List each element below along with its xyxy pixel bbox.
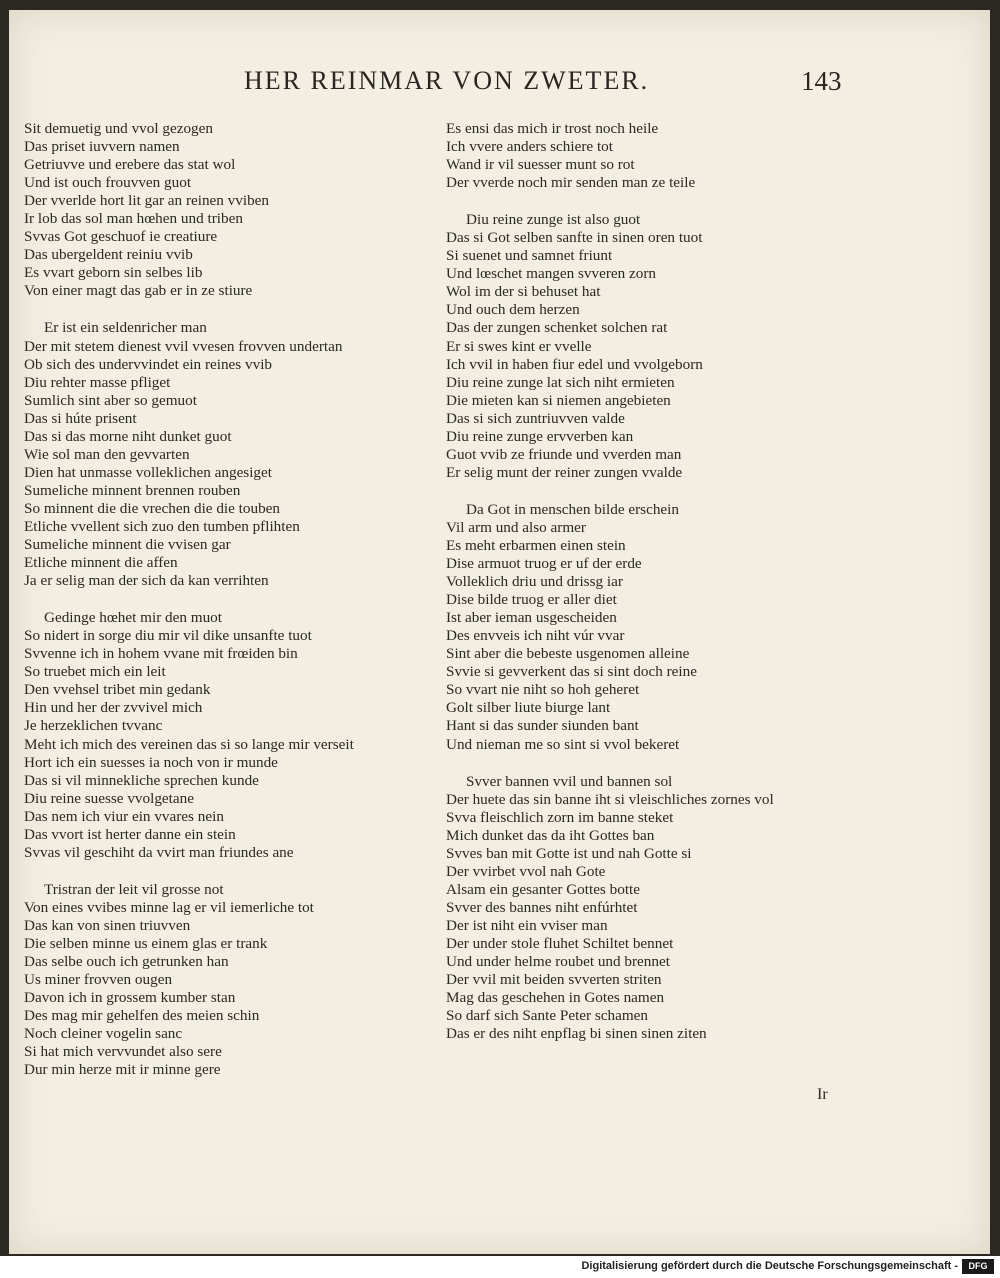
stanza <box>446 120 846 192</box>
verse-line: Hin und her der zvvivel mich <box>24 699 203 717</box>
verse-line: So vvart nie niht so hoh geheret <box>446 681 640 699</box>
verse-line: Wol im der si behuset hat <box>446 283 601 301</box>
verse-line: Diu reine zunge lat sich niht ermieten <box>446 373 675 391</box>
verse-line: Svves ban mit Gotte ist und nah Gotte si <box>446 844 692 862</box>
verse-line: Von eines vvibes minne lag er vil iemerliche tot <box>24 898 314 916</box>
verse-line: Je herzeklichen tvvanc <box>24 717 163 735</box>
verse-line: Alsam ein gesanter Gottes botte <box>446 880 641 898</box>
verse-line: Sumeliche minnent die vvisen gar <box>24 536 231 554</box>
verse-line: Dise armuot truog er uf der erde <box>446 555 642 573</box>
verse-line: Der mit stetem dienest vvil vvesen frovven undertan <box>24 337 343 355</box>
verse-line: Volleklich driu und drissg iar <box>446 573 623 591</box>
verse-line: Der vverlde hort lit gar an reinen vviben <box>24 192 270 210</box>
left-column <box>24 120 444 1098</box>
verse-line: Svva fleischlich zorn im banne steket <box>446 808 674 826</box>
stanza <box>446 501 846 754</box>
stanza <box>24 120 444 300</box>
verse-line: Meht ich mich des vereinen das si so lange mir verseit <box>24 735 354 753</box>
verse-line: Das si húte prisent <box>24 409 137 427</box>
verse-line: Er selig munt der reiner zungen vvalde <box>446 463 683 481</box>
verse-line: Der vvil mit beiden svverten striten <box>446 971 662 989</box>
stanza <box>24 609 444 862</box>
verse-line: Er ist ein seldenricher man <box>44 319 207 337</box>
verse-line: Golt silber liute biurge lant <box>446 699 611 717</box>
verse-line: Ja er selig man der sich da kan verrihten <box>24 572 269 590</box>
verse-line: Und nieman me so sint si vvol bekeret <box>446 735 680 753</box>
verse-line: Vil arm und also armer <box>446 518 586 536</box>
verse-line: Dise bilde truog er aller diet <box>446 591 617 609</box>
stanza <box>24 881 444 1080</box>
stanza <box>446 211 846 482</box>
verse-line: Sit demuetig und vvol gezogen <box>24 120 213 137</box>
verse-line: Ich vvil in haben fiur edel und vvolgeborn <box>446 355 703 373</box>
verse-line: Der ist niht ein vviser man <box>446 916 608 934</box>
verse-line: Ist aber ieman usgescheiden <box>446 609 617 627</box>
verse-line: Gedinge hœhet mir den muot <box>44 609 222 627</box>
page-number: 143 <box>801 66 842 96</box>
verse-line: Des mag mir gehelfen des meien schin <box>24 1007 260 1025</box>
verse-line: Svvenne ich in hohem vvane mit frœiden bin <box>24 645 298 663</box>
verse-line: Dien hat unmasse volleklichen angesiget <box>24 463 272 481</box>
verse-line: Und ouch dem herzen <box>446 301 580 319</box>
verse-line: Das selbe ouch ich getrunken han <box>24 953 229 971</box>
running-title: HER REINMAR VON ZWETER. <box>244 66 650 95</box>
verse-line: Des envveis ich niht vúr vvar <box>446 627 625 645</box>
verse-line: Das si sich zuntriuvven valde <box>446 409 625 427</box>
verse-line: Der vverde noch mir senden man ze teile <box>446 174 696 192</box>
footer-bar <box>0 1256 1000 1278</box>
verse-line: Hort ich ein suesses ia noch von ir munde <box>24 753 278 771</box>
dfg-logo: DFG <box>962 1259 994 1274</box>
verse-line: Sumlich sint aber so gemuot <box>24 391 197 409</box>
funding-note: Digitalisierung gefördert durch die Deutsche Forschungsgemeinschaft - <box>581 1260 958 1272</box>
verse-line: Das si Got selben sanfte in sinen oren tuot <box>446 229 703 247</box>
verse-line: Sint aber die bebeste usgenomen alleine <box>446 645 690 663</box>
verse-line: Guot vvib ze friunde und vverden man <box>446 445 682 463</box>
book-page <box>9 10 990 1254</box>
verse-line: Etliche vvellent sich zuo den tumben pflihten <box>24 517 300 535</box>
verse-line: Das si das morne niht dunket guot <box>24 427 232 445</box>
stanza <box>446 773 846 1044</box>
verse-line: Es vvart geborn sin selbes lib <box>24 264 203 282</box>
verse-line: Ir lob das sol man hœhen und triben <box>24 210 243 228</box>
verse-line: Das der zungen schenket solchen rat <box>446 319 668 337</box>
verse-line: Die mieten kan si niemen angebieten <box>446 391 671 409</box>
verse-line: So truebet mich ein leit <box>24 663 166 681</box>
verse-line: Da Got in menschen bilde erschein <box>466 500 679 518</box>
verse-line: Mich dunket das da iht Gottes ban <box>446 826 655 844</box>
verse-line: Der huete das sin banne iht si vleischliches zornes vol <box>446 790 774 808</box>
verse-line: Und ist ouch frouvven guot <box>24 174 192 192</box>
verse-line: Etliche minnent die affen <box>24 554 178 572</box>
verse-line: Der vvirbet vvol nah Gote <box>446 862 606 880</box>
verse-line: Svvas Got geschuof ie creatiure <box>24 228 218 246</box>
verse-line: Dur min herze mit ir minne gere <box>24 1061 221 1079</box>
verse-line: Svvas vil geschiht da vvirt man friundes ane <box>24 843 294 861</box>
verse-line: Diu reine zunge ist also guot <box>466 211 641 229</box>
verse-line: Diu reine suesse vvolgetane <box>24 789 194 807</box>
verse-line: Und under helme roubet und brennet <box>446 953 670 971</box>
verse-line: Si suenet und samnet friunt <box>446 247 613 265</box>
verse-line: Davon ich in grossem kumber stan <box>24 989 236 1007</box>
verse-line: Das vvort ist herter danne ein stein <box>24 825 236 843</box>
verse-line: Ob sich des undervvindet ein reines vvib <box>24 355 273 373</box>
verse-line: Von einer magt das gab er in ze stiure <box>24 282 253 300</box>
verse-line: Ich vvere anders schiere tot <box>446 138 613 156</box>
verse-line: Diu rehter masse pfliget <box>24 373 171 391</box>
verse-line: Das er des niht enpflag bi sinen sinen ziten <box>446 1025 707 1043</box>
stanza <box>24 319 444 590</box>
verse-line: Wand ir vil suesser munt so rot <box>446 156 635 174</box>
page-header <box>9 66 990 106</box>
verse-line: Das priset iuvvern namen <box>24 138 180 156</box>
verse-line: Svver des bannes niht enfúrhtet <box>446 898 638 916</box>
verse-line: So darf sich Sante Peter schamen <box>446 1007 649 1025</box>
verse-line: Si hat mich vervvundet also sere <box>24 1043 222 1061</box>
verse-line: Der under stole fluhet Schiltet bennet <box>446 934 674 952</box>
verse-line: Mag das geschehen in Gotes namen <box>446 989 665 1007</box>
verse-line: Und lœschet mangen svveren zorn <box>446 265 657 283</box>
verse-line: Noch cleiner vogelin sanc <box>24 1025 183 1043</box>
verse-line: Sumeliche minnent brennen rouben <box>24 481 241 499</box>
verse-line: Hant si das sunder siunden bant <box>446 717 639 735</box>
verse-line: Us miner frovven ougen <box>24 971 173 989</box>
verse-line: Das kan von sinen triuvven <box>24 916 191 934</box>
verse-line: Diu reine zunge ervverben kan <box>446 427 634 445</box>
verse-line: So nidert in sorge diu mir vil dike unsanfte tuot <box>24 627 312 645</box>
verse-line: Den vvehsel tribet min gedank <box>24 681 211 699</box>
verse-line: Die selben minne us einem glas er trank <box>24 934 268 952</box>
verse-line: Tristran der leit vil grosse not <box>44 880 224 898</box>
verse-line: So minnent die die vrechen die die touben <box>24 499 281 517</box>
verse-line: Das si vil minnekliche sprechen kunde <box>24 771 259 789</box>
verse-line: Getriuvve und erebere das stat wol <box>24 156 236 174</box>
right-column <box>446 120 846 1062</box>
catchword: Ir <box>817 1086 828 1103</box>
verse-line: Svvie si gevverkent das si sint doch reine <box>446 663 697 681</box>
verse-line: Das nem ich viur ein vvares nein <box>24 807 224 825</box>
verse-line: Er si swes kint er vvelle <box>446 337 592 355</box>
verse-line: Svver bannen vvil und bannen sol <box>466 772 673 790</box>
verse-line: Das ubergeldent reiniu vvib <box>24 246 193 264</box>
verse-line: Es meht erbarmen einen stein <box>446 536 626 554</box>
verse-line: Wie sol man den gevvarten <box>24 445 190 463</box>
verse-line: Es ensi das mich ir trost noch heile <box>446 120 659 137</box>
